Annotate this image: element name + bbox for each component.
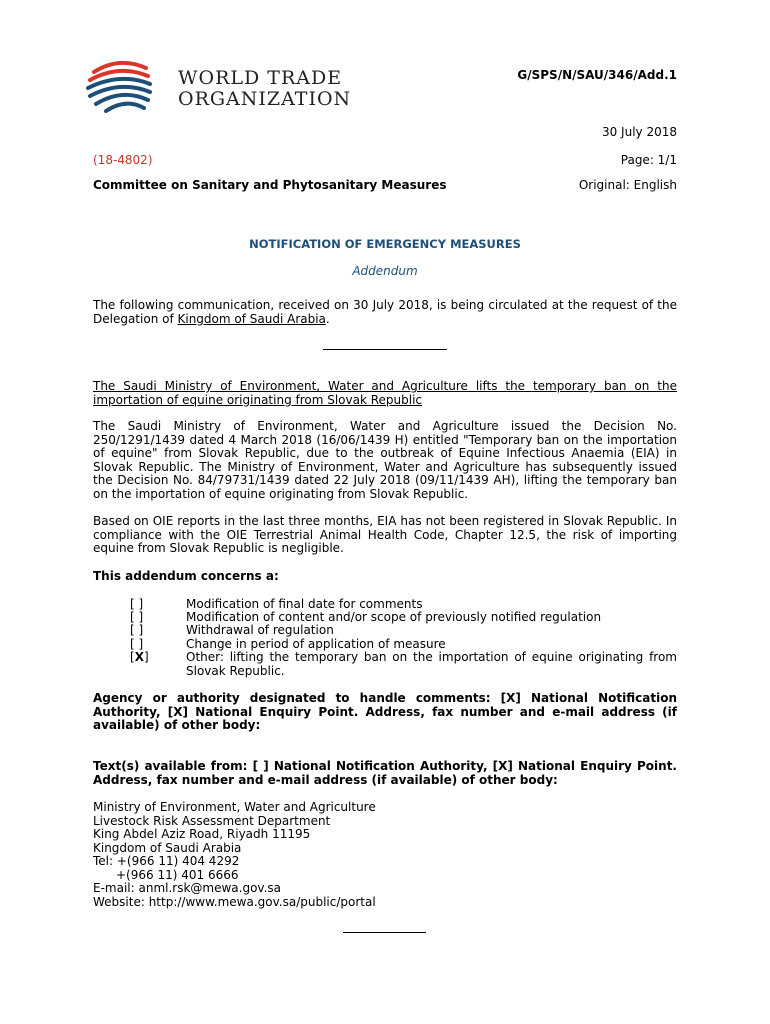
texts-available-statement: Text(s) available from: [ ] National Notification Authority, [X] National Enquiry Point. Address, fax number and e-mail address (if available) of other body: [93, 759, 677, 787]
checkbox-close: ] [143, 650, 149, 664]
address-line: Livestock Risk Assessment Department [93, 813, 331, 828]
original-language: Original: English [578, 178, 677, 192]
intro-suffix: . [325, 311, 330, 326]
page-number: Page: 1/1 [620, 153, 677, 167]
member-name: Kingdom of Saudi Arabia [177, 311, 326, 326]
checkbox-unchecked: [ ] [130, 610, 144, 624]
committee-name: Committee on Sanitary and Phytosanitary Measures [93, 178, 447, 192]
checkbox-open: [ [130, 650, 135, 664]
concern-label: Modification of final date for comments [186, 597, 423, 611]
agency-statement: Agency or authority designated to handle comments: [X] National Notification Authority, [X] National Enquiry Point. Address, fax number and e-mail address (if available) of other body: [93, 691, 677, 732]
address-line: Kingdom of Saudi Arabia [93, 840, 242, 855]
concern-label: Withdrawal of regulation [186, 623, 334, 637]
document-number: (18-4802) [93, 153, 153, 167]
document-date: 30 July 2018 [601, 125, 677, 139]
telephone: Tel: +(966 11) 404 4292 [93, 854, 240, 868]
checkbox-unchecked: [ ] [130, 637, 144, 651]
contact-address [93, 801, 677, 909]
org-name-line1: WORLD TRADE [178, 67, 343, 89]
concern-label: Change in period of application of measure [186, 637, 446, 651]
checkbox-unchecked: [ ] [130, 623, 144, 637]
headline: The Saudi Ministry of Environment, Water and Agriculture lifts the temporary ban on the importation of equine originating from Slovak Republic [93, 379, 677, 407]
concerns-heading: This addendum concerns a: [93, 569, 279, 583]
end-divider [343, 932, 426, 933]
concern-label: Other: lifting the temporary ban on the importation of equine originating from Slovak Republic. [186, 650, 677, 678]
body-paragraph-1: The Saudi Ministry of Environment, Water and Agriculture issued the Decision No. 250/1291/1439 dated 4 March 2018 (16/06/1439 H) entitled "Temporary ban on the importation of equine" from Slovak Republic, due to the outbreak of Equine Infectious Anaemia (EIA) in Slovak Republic. The Ministry of Environment, Water and Agriculture has subsequently issued the Decision No. 84/79731/1439 dated 22 July 2018 (09/11/1439 AH), lifting the temporary ban on the importation of equine originating from Slovak Republic. [93, 419, 677, 501]
section-divider [323, 349, 447, 350]
wto-name [178, 68, 351, 110]
telephone-alt: +(966 11) 401 6666 [116, 867, 239, 882]
checkbox-checked [130, 651, 170, 665]
notification-title: NOTIFICATION OF EMERGENCY MEASURES [249, 237, 521, 251]
concern-label: Modification of content and/or scope of previously notified regulation [186, 610, 602, 624]
org-name-line2: ORGANIZATION [178, 88, 352, 110]
notification-subtitle: Addendum [352, 264, 418, 278]
checkbox-unchecked: [ ] [130, 597, 144, 611]
body-paragraph-2: Based on OIE reports in the last three months, EIA has not been registered in Slovak Republic. In compliance with the OIE Terrestrial Animal Health Code, Chapter 12.5, the risk of importing equine from Slovak Republic is negligible. [93, 514, 677, 555]
checkbox-mark: X [134, 650, 144, 664]
email: E-mail: anml.rsk@mewa.gov.sa [93, 881, 282, 895]
address-line: King Abdel Aziz Road, Riyadh 11195 [93, 827, 311, 841]
intro-prefix: The following communication, received on 30 July 2018, is being circulated at the request of the Delegation of [93, 298, 677, 326]
intro-paragraph [93, 299, 677, 326]
website: Website: http://www.mewa.gov.sa/public/portal [93, 894, 376, 909]
address-line: Ministry of Environment, Water and Agriculture [93, 800, 376, 814]
document-symbol: G/SPS/N/SAU/346/Add.1 [517, 68, 677, 82]
